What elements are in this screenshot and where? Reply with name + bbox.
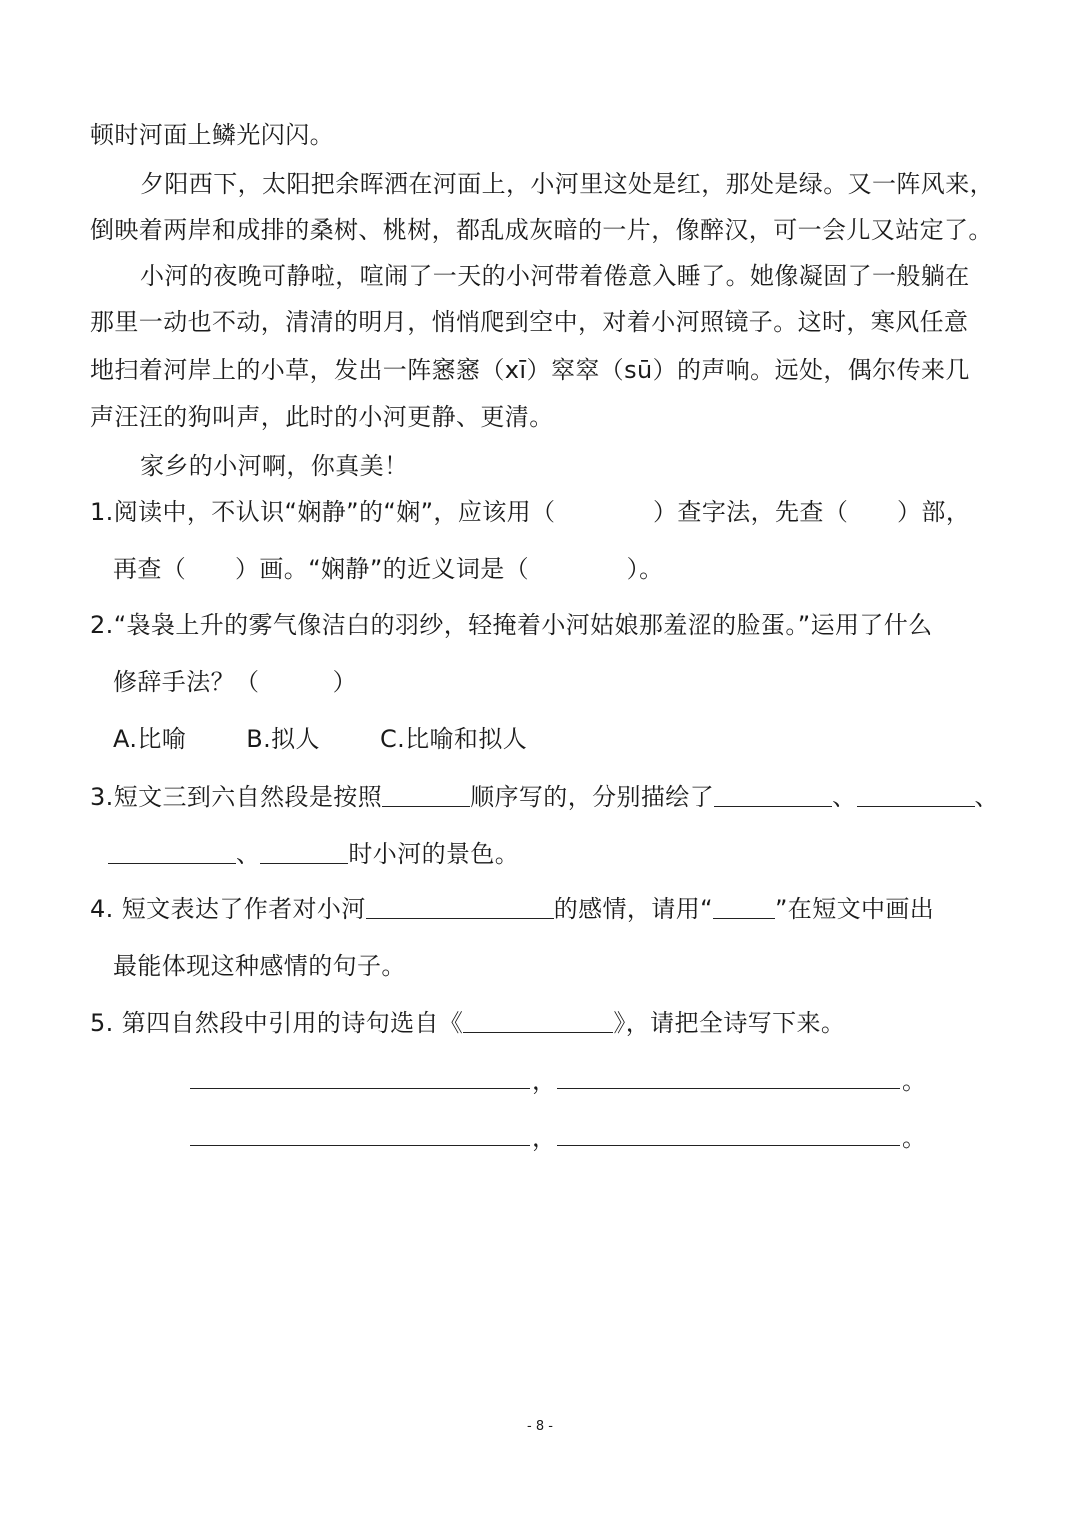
question-4-text: ”在短文中画出 (774, 895, 935, 923)
answer-blank[interactable] (382, 782, 470, 807)
poem-answer-line[interactable] (190, 1145, 530, 1146)
poem-answer-line[interactable] (190, 1088, 530, 1089)
poem-answer-line[interactable] (557, 1088, 900, 1089)
passage-line: 顿时河面上鳞光闪闪。 (90, 121, 334, 149)
passage-line: 声汪汪的狗叫声，此时的小河更静、更清。 (90, 403, 554, 431)
poem-answer-line[interactable] (557, 1145, 900, 1146)
question-4-line-1 (90, 892, 995, 926)
question-5-line-1 (90, 1006, 995, 1040)
option-b[interactable]: B.拟人 (246, 725, 320, 753)
answer-blank[interactable] (463, 1008, 613, 1033)
question-3-text: 3.短文三到六自然段是按照 (90, 783, 383, 811)
question-2-line-2: 修辞手法？（ ） (113, 668, 357, 696)
passage-line: 小河的夜晚可静啦，喧闹了一天的小河带着倦意入睡了。她像凝固了一般躺在 (140, 262, 970, 290)
answer-blank[interactable] (108, 839, 236, 864)
question-3-text: 时小河的景色。 (348, 840, 520, 868)
poem-period: 。 (902, 1067, 926, 1095)
question-3-line-2 (108, 837, 1013, 871)
separator: 、 (974, 783, 999, 811)
passage-line: 那里一动也不动，清清的明月，悄悄爬到空中，对着小河照镜子。这时，寒风任意 (90, 308, 969, 336)
page-number: - 8 - (527, 1419, 553, 1434)
question-3-line-1 (90, 780, 999, 814)
passage-line: 家乡的小河啊，你真美！ (140, 452, 409, 480)
passage-line: 地扫着河岸上的小草，发出一阵窸窸（xī）窣窣（sū）的声响。远处，偶尔传来几 (90, 356, 970, 384)
question-2-line-1: 2.“袅袅上升的雾气像洁白的羽纱，轻掩着小河姑娘那羞涩的脸蛋。”运用了什么 (90, 611, 933, 639)
question-1-line-2: 再查（ ）画。“娴静”的近义词是（ ）。 (113, 555, 664, 583)
poem-period: 。 (902, 1124, 926, 1152)
question-5-text: 5. 第四自然段中引用的诗句选自《 (90, 1009, 464, 1037)
answer-blank[interactable] (260, 839, 348, 864)
answer-blank[interactable] (366, 894, 554, 919)
passage-line: 夕阳西下，太阳把余晖洒在河面上，小河里这处是红，那处是绿。又一阵风来， (140, 170, 994, 198)
option-c[interactable]: C.比喻和拟人 (379, 725, 528, 753)
option-a[interactable]: A.比喻 (113, 725, 187, 753)
poem-comma: ， (532, 1124, 556, 1152)
question-1-line-1: 1.阅读中，不认识“娴静”的“娴”，应该用（ ）查字法，先查（ ）部， (90, 498, 971, 526)
question-3-text: 顺序写的，分别描绘了 (470, 783, 715, 811)
answer-blank[interactable] (857, 782, 975, 807)
question-2-options (113, 722, 1018, 756)
question-4-line-2: 最能体现这种感情的句子。 (113, 952, 406, 980)
question-5-text: 》，请把全诗写下来。 (613, 1009, 846, 1037)
answer-blank[interactable] (713, 894, 775, 919)
separator: 、 (236, 840, 261, 868)
question-4-text: 的感情，请用“ (553, 895, 713, 923)
passage-line: 倒映着两岸和成排的桑树、桃树，都乱成灰暗的一片，像醉汉，可一会儿又站定了。 (90, 216, 993, 244)
separator: 、 (832, 783, 857, 811)
poem-comma: ， (532, 1067, 556, 1095)
answer-blank[interactable] (714, 782, 832, 807)
question-4-text: 4. 短文表达了作者对小河 (90, 895, 366, 923)
